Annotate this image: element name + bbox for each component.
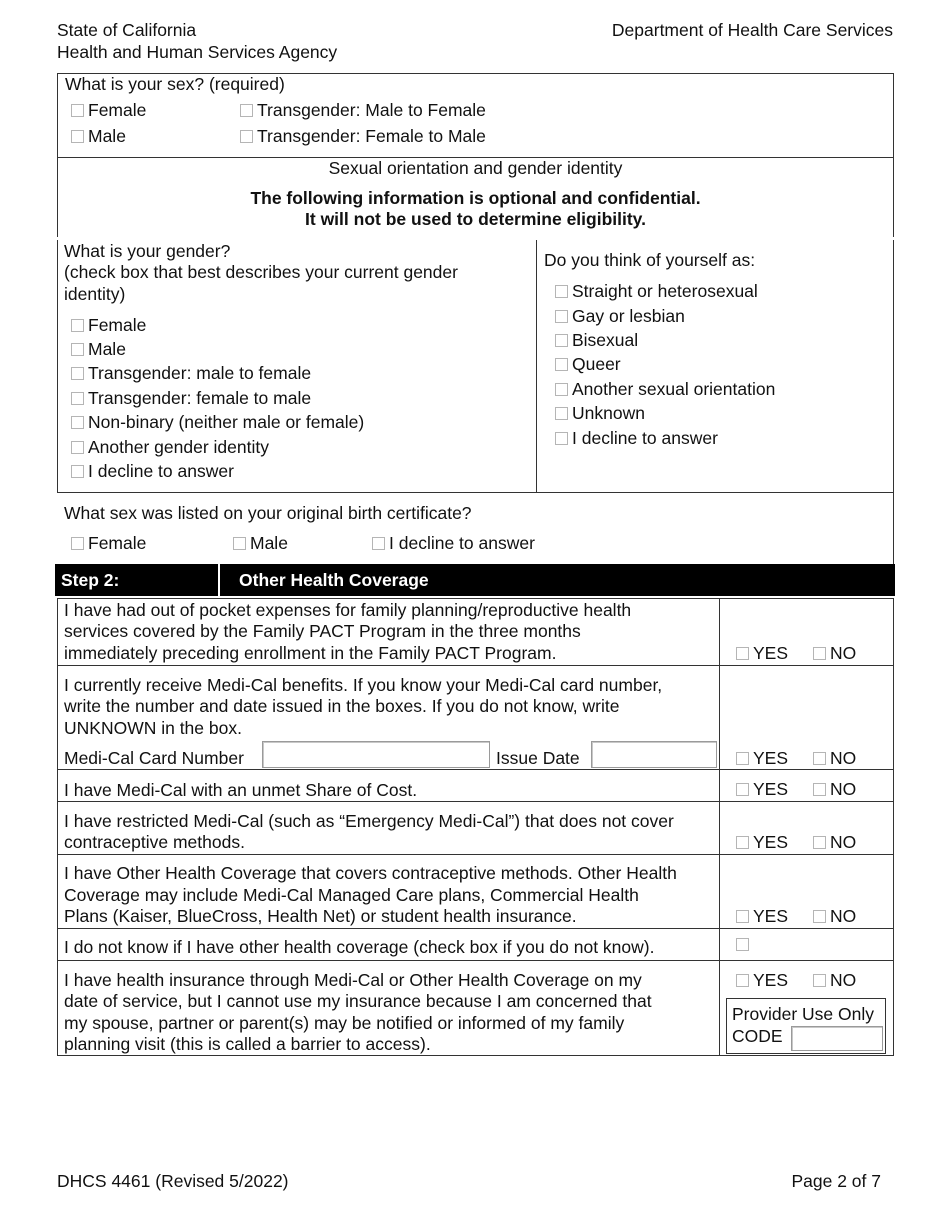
gender-question-3: identity) bbox=[64, 284, 126, 304]
checkbox[interactable] bbox=[813, 910, 826, 923]
provider-use-box bbox=[726, 998, 886, 1054]
step2-label: Step 2: bbox=[61, 570, 120, 590]
checkbox[interactable] bbox=[736, 752, 749, 765]
footer-page-number: Page 2 of 7 bbox=[791, 1171, 881, 1191]
code-label: CODE bbox=[732, 1026, 783, 1046]
checkbox[interactable] bbox=[555, 383, 568, 396]
orientation-option[interactable]: Queer bbox=[555, 354, 621, 375]
no-option[interactable]: NO bbox=[813, 832, 856, 853]
step2-bar bbox=[55, 564, 895, 596]
yes-option[interactable]: YES bbox=[736, 748, 788, 769]
yes-option[interactable]: YES bbox=[736, 832, 788, 853]
checkbox[interactable] bbox=[71, 537, 84, 550]
checkbox[interactable] bbox=[813, 974, 826, 987]
checkbox[interactable] bbox=[71, 319, 84, 332]
medi-cal-card-label: Medi-Cal Card Number bbox=[64, 748, 244, 768]
issue-date-label: Issue Date bbox=[496, 748, 580, 768]
medi-cal-card-number-input[interactable] bbox=[262, 741, 490, 768]
checkbox[interactable] bbox=[813, 783, 826, 796]
issue-date-input[interactable] bbox=[591, 741, 717, 768]
checkbox[interactable] bbox=[555, 334, 568, 347]
checkbox[interactable] bbox=[71, 130, 84, 143]
checkbox[interactable] bbox=[736, 836, 749, 849]
no-option[interactable]: NO bbox=[813, 779, 856, 800]
checkbox[interactable] bbox=[555, 432, 568, 445]
orientation-option[interactable]: Bisexual bbox=[555, 330, 638, 351]
no-option[interactable]: NO bbox=[813, 970, 856, 991]
checkbox[interactable] bbox=[736, 974, 749, 987]
sex-question: What is your sex? (required) bbox=[65, 74, 285, 94]
gender-question-2: (check box that best describes your current gender bbox=[64, 262, 458, 282]
gender-question-1: What is your gender? bbox=[64, 241, 231, 261]
gender-option[interactable]: Transgender: male to female bbox=[71, 363, 311, 384]
checkbox[interactable] bbox=[71, 416, 84, 429]
code-input[interactable] bbox=[791, 1026, 883, 1051]
footer-form-id: DHCS 4461 (Revised 5/2022) bbox=[57, 1171, 289, 1191]
gender-option[interactable]: Male bbox=[71, 339, 126, 360]
checkbox[interactable] bbox=[71, 343, 84, 356]
provider-use-label: Provider Use Only bbox=[732, 1004, 874, 1024]
header-department: Department of Health Care Services bbox=[611, 20, 893, 40]
checkbox[interactable] bbox=[555, 358, 568, 371]
gender-option[interactable]: I decline to answer bbox=[71, 461, 234, 482]
checkbox[interactable] bbox=[736, 938, 749, 951]
birth-option-female[interactable]: Female bbox=[71, 533, 146, 554]
sex-option-male[interactable]: Male bbox=[71, 126, 126, 147]
checkbox[interactable] bbox=[233, 537, 246, 550]
sex-option-female[interactable]: Female bbox=[71, 100, 146, 121]
checkbox[interactable] bbox=[736, 647, 749, 660]
sogi-title: Sexual orientation and gender identity bbox=[328, 158, 623, 178]
orientation-question: Do you think of yourself as: bbox=[544, 250, 756, 270]
header-agency: Health and Human Services Agency bbox=[57, 42, 338, 62]
gender-option[interactable]: Non-binary (neither male or female) bbox=[71, 412, 364, 433]
checkbox[interactable] bbox=[555, 310, 568, 323]
sogi-notice-2: It will not be used to determine eligibility. bbox=[305, 209, 646, 229]
orientation-option[interactable]: I decline to answer bbox=[555, 428, 718, 449]
birth-cert-question: What sex was listed on your original birth certificate? bbox=[64, 503, 472, 523]
step2-title: Other Health Coverage bbox=[239, 570, 429, 590]
gender-option[interactable]: Another gender identity bbox=[71, 437, 269, 458]
sogi-notice-1: The following information is optional and confidential. bbox=[250, 188, 701, 208]
sex-option-mtf[interactable]: Transgender: Male to Female bbox=[240, 100, 486, 121]
unknown-coverage-option[interactable] bbox=[736, 934, 753, 955]
no-option[interactable]: NO bbox=[813, 906, 856, 927]
checkbox[interactable] bbox=[372, 537, 385, 550]
yes-option[interactable]: YES bbox=[736, 779, 788, 800]
gender-option[interactable]: Female bbox=[71, 315, 146, 336]
orientation-option[interactable]: Gay or lesbian bbox=[555, 306, 685, 327]
checkbox[interactable] bbox=[71, 392, 84, 405]
checkbox[interactable] bbox=[240, 104, 253, 117]
gender-option[interactable]: Transgender: female to male bbox=[71, 388, 311, 409]
birth-option-male[interactable]: Male bbox=[233, 533, 288, 554]
yes-option[interactable]: YES bbox=[736, 970, 788, 991]
checkbox[interactable] bbox=[555, 285, 568, 298]
checkbox[interactable] bbox=[813, 647, 826, 660]
header-state: State of California bbox=[57, 20, 197, 40]
orientation-option[interactable]: Unknown bbox=[555, 403, 645, 424]
checkbox[interactable] bbox=[813, 752, 826, 765]
orientation-option[interactable]: Straight or heterosexual bbox=[555, 281, 758, 302]
checkbox[interactable] bbox=[240, 130, 253, 143]
yes-option[interactable]: YES bbox=[736, 643, 788, 664]
sex-option-ftm[interactable]: Transgender: Female to Male bbox=[240, 126, 486, 147]
checkbox[interactable] bbox=[71, 104, 84, 117]
checkbox[interactable] bbox=[736, 783, 749, 796]
checkbox[interactable] bbox=[71, 367, 84, 380]
checkbox[interactable] bbox=[555, 407, 568, 420]
checkbox[interactable] bbox=[71, 441, 84, 454]
checkbox[interactable] bbox=[71, 465, 84, 478]
orientation-option[interactable]: Another sexual orientation bbox=[555, 379, 775, 400]
no-option[interactable]: NO bbox=[813, 748, 856, 769]
no-option[interactable]: NO bbox=[813, 643, 856, 664]
birth-option-decline[interactable]: I decline to answer bbox=[372, 533, 535, 554]
checkbox[interactable] bbox=[736, 910, 749, 923]
checkbox[interactable] bbox=[813, 836, 826, 849]
yes-option[interactable]: YES bbox=[736, 906, 788, 927]
